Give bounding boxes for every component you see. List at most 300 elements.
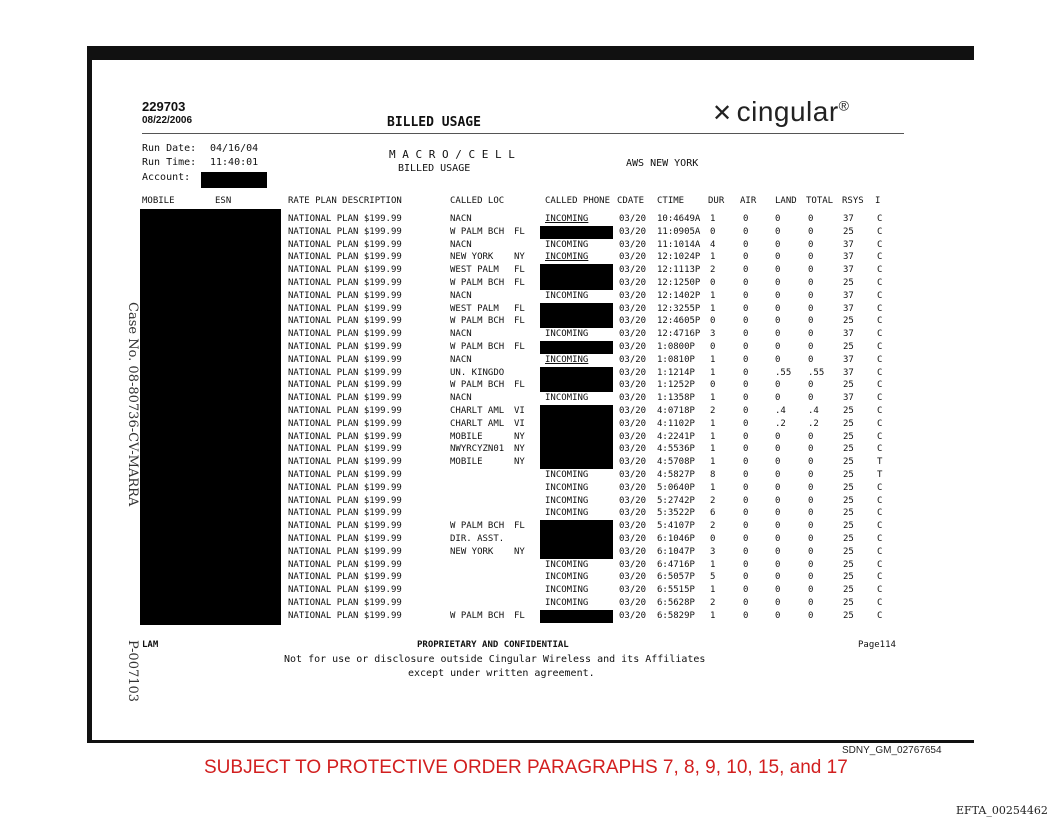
cdate-cell: 03/20	[619, 329, 647, 340]
called-loc-cell: DIR. ASST.	[450, 534, 505, 544]
called-phone-cell: INCOMING	[545, 585, 589, 596]
cdate-cell: 03/20	[619, 367, 647, 378]
called-loc-cell: NACN	[450, 329, 472, 340]
called-loc-cell: W PALM BCH	[450, 342, 505, 352]
air-cell: 0	[743, 598, 749, 608]
cdate-cell: 03/20	[619, 559, 647, 570]
rate-plan-cell: NATIONAL PLAN $199.99	[288, 559, 402, 570]
called-loc-cell: CHARLT AML	[450, 406, 505, 416]
ctime-cell: 6:5515P	[657, 585, 695, 596]
rsys-cell: 25	[843, 470, 854, 480]
rate-plan-cell: NATIONAL PLAN $199.99	[288, 444, 402, 455]
footer-page-number: Page114	[858, 640, 896, 650]
cdate-cell: 03/20	[619, 393, 647, 404]
table-row	[0, 444, 1061, 456]
called-loc-cell: WEST PALM	[450, 303, 499, 314]
cdate-cell: 03/20	[619, 316, 647, 327]
table-row	[0, 278, 1061, 290]
i-cell: C	[877, 406, 883, 416]
account-redaction	[201, 172, 267, 188]
air-cell: 0	[743, 431, 749, 442]
dur-cell: 1	[710, 252, 716, 263]
rate-plan-cell: NATIONAL PLAN $199.99	[288, 278, 402, 288]
rate-plan-cell: NATIONAL PLAN $199.99	[288, 367, 402, 378]
air-cell: 0	[743, 226, 749, 237]
dur-cell: 1	[710, 303, 716, 314]
air-cell: 0	[743, 265, 749, 276]
air-cell: 0	[743, 290, 749, 301]
called-state-cell: NY	[514, 444, 525, 455]
called-loc-cell: NACN	[450, 239, 472, 250]
ctime-cell: 12:1024P	[657, 252, 701, 263]
land-cell: 0	[775, 278, 781, 288]
rsys-cell: 25	[843, 572, 854, 583]
footer-disclosure-line: Not for use or disclosure outside Cingular Wireless and its Affiliates	[284, 654, 706, 665]
called-phone-redaction	[540, 405, 613, 418]
called-state-cell: FL	[514, 380, 525, 391]
called-loc-cell: NACN	[450, 290, 472, 301]
total-cell: 0	[808, 610, 814, 621]
i-cell: T	[877, 470, 883, 480]
rate-plan-cell: NATIONAL PLAN $199.99	[288, 585, 402, 596]
i-cell: C	[877, 521, 883, 532]
air-cell: 0	[743, 610, 749, 621]
total-cell: 0	[808, 546, 814, 557]
table-row	[0, 419, 1061, 431]
table-row	[0, 291, 1061, 303]
called-phone-redaction	[540, 546, 613, 559]
called-phone-cell: INCOMING	[545, 214, 589, 224]
table-row	[0, 214, 1061, 226]
cdate-cell: 03/20	[619, 239, 647, 250]
rate-plan-cell: NATIONAL PLAN $199.99	[288, 495, 402, 506]
cdate-cell: 03/20	[619, 303, 647, 314]
called-state-cell: FL	[514, 303, 525, 314]
called-state-cell: FL	[514, 226, 525, 237]
land-cell: 0	[775, 393, 781, 404]
dur-cell: 1	[710, 457, 716, 468]
rate-plan-cell: NATIONAL PLAN $199.99	[288, 354, 402, 365]
dur-cell: 1	[710, 431, 716, 442]
rsys-cell: 25	[843, 418, 854, 429]
cdate-cell: 03/20	[619, 290, 647, 301]
land-cell: 0	[775, 303, 781, 314]
scan-top-border	[87, 46, 974, 60]
called-phone-redaction	[540, 379, 613, 392]
rsys-cell: 37	[843, 354, 854, 365]
document-date: 08/22/2006	[142, 115, 193, 126]
dur-cell: 2	[710, 521, 716, 532]
land-cell: 0	[775, 380, 781, 391]
called-state-cell: FL	[514, 342, 525, 352]
total-cell: 0	[808, 316, 814, 327]
dur-cell: 5	[710, 572, 716, 583]
table-row	[0, 611, 1061, 623]
total-cell: 0	[808, 572, 814, 583]
rate-plan-cell: NATIONAL PLAN $199.99	[288, 316, 402, 327]
called-phone-cell: INCOMING	[545, 470, 589, 480]
rate-plan-cell: NATIONAL PLAN $199.99	[288, 546, 402, 557]
air-cell: 0	[743, 521, 749, 532]
rsys-cell: 25	[843, 610, 854, 621]
i-cell: C	[877, 610, 883, 621]
land-cell: .55	[775, 367, 792, 378]
i-cell: C	[877, 559, 883, 570]
called-state-cell: VI	[514, 406, 525, 416]
dur-cell: 2	[710, 598, 716, 608]
rate-plan-cell: NATIONAL PLAN $199.99	[288, 214, 402, 224]
cdate-cell: 03/20	[619, 444, 647, 455]
land-cell: 0	[775, 546, 781, 557]
dur-cell: 4	[710, 239, 716, 250]
ctime-cell: 5:2742P	[657, 495, 695, 506]
table-row	[0, 342, 1061, 354]
total-cell: 0	[808, 534, 814, 544]
ctime-cell: 4:5827P	[657, 470, 695, 480]
dur-cell: 6	[710, 508, 716, 519]
rsys-cell: 25	[843, 559, 854, 570]
case-number-side-label: Case No. 08-80736-CV-MARRA	[125, 302, 140, 507]
rsys-cell: 37	[843, 239, 854, 250]
ctime-cell: 1:0800P	[657, 342, 695, 352]
cdate-cell: 03/20	[619, 342, 647, 352]
land-cell: 0	[775, 521, 781, 532]
land-cell: 0	[775, 482, 781, 493]
called-phone-cell: INCOMING	[545, 354, 589, 365]
total-cell: 0	[808, 278, 814, 288]
table-row	[0, 572, 1061, 584]
i-cell: C	[877, 278, 883, 288]
table-row	[0, 598, 1061, 610]
air-cell: 0	[743, 418, 749, 429]
rate-plan-cell: NATIONAL PLAN $199.99	[288, 598, 402, 608]
land-cell: 0	[775, 610, 781, 621]
ctime-cell: 1:1358P	[657, 393, 695, 404]
i-cell: T	[877, 457, 883, 468]
called-loc-cell: W PALM BCH	[450, 380, 505, 391]
air-cell: 0	[743, 214, 749, 224]
called-phone-redaction	[540, 418, 613, 431]
rate-plan-cell: NATIONAL PLAN $199.99	[288, 482, 402, 493]
called-state-cell: NY	[514, 431, 525, 442]
air-cell: 0	[743, 572, 749, 583]
cdate-cell: 03/20	[619, 534, 647, 544]
page-title: BILLED USAGE	[387, 115, 481, 130]
run-time-value: 11:40:01	[210, 157, 259, 168]
called-phone-redaction	[540, 303, 613, 316]
account-label: Account:	[142, 172, 191, 183]
dur-cell: 0	[710, 342, 716, 352]
called-state-cell: FL	[514, 610, 525, 621]
table-row	[0, 227, 1061, 239]
cdate-cell: 03/20	[619, 226, 647, 237]
ctime-cell: 6:5829P	[657, 610, 695, 621]
dur-cell: 0	[710, 534, 716, 544]
cdate-cell: 03/20	[619, 482, 647, 493]
called-loc-cell: MOBILE	[450, 431, 483, 442]
col-ctime: CTIME	[657, 196, 685, 206]
table-row	[0, 393, 1061, 405]
i-cell: C	[877, 585, 883, 596]
called-loc-cell: NACN	[450, 354, 472, 365]
land-cell: 0	[775, 431, 781, 442]
called-loc-cell: W PALM BCH	[450, 316, 505, 327]
col-i: I	[875, 196, 881, 206]
total-cell: 0	[808, 329, 814, 340]
called-loc-cell: W PALM BCH	[450, 521, 505, 532]
cdate-cell: 03/20	[619, 546, 647, 557]
i-cell: C	[877, 380, 883, 391]
table-row	[0, 380, 1061, 392]
dur-cell: 3	[710, 329, 716, 340]
table-row	[0, 508, 1061, 520]
total-cell: 0	[808, 214, 814, 224]
land-cell: 0	[775, 226, 781, 237]
rsys-cell: 37	[843, 214, 854, 224]
called-loc-cell: NEW YORK	[450, 252, 494, 263]
cdate-cell: 03/20	[619, 380, 647, 391]
rate-plan-cell: NATIONAL PLAN $199.99	[288, 303, 402, 314]
called-loc-cell: W PALM BCH	[450, 278, 505, 288]
table-row	[0, 316, 1061, 328]
called-state-cell: NY	[514, 252, 525, 263]
scan-bottom-border	[87, 740, 974, 743]
i-cell: C	[877, 239, 883, 250]
air-cell: 0	[743, 380, 749, 391]
total-cell: 0	[808, 380, 814, 391]
ctime-cell: 5:4107P	[657, 521, 695, 532]
air-cell: 0	[743, 252, 749, 263]
called-phone-redaction	[540, 367, 613, 380]
i-cell: C	[877, 431, 883, 442]
total-cell: 0	[808, 559, 814, 570]
i-cell: C	[877, 482, 883, 493]
called-phone-cell: INCOMING	[545, 329, 589, 340]
cdate-cell: 03/20	[619, 406, 647, 416]
called-phone-cell: INCOMING	[545, 559, 589, 570]
table-row	[0, 534, 1061, 546]
i-cell: C	[877, 316, 883, 327]
called-phone-redaction	[540, 533, 613, 546]
called-loc-cell: WEST PALM	[450, 265, 499, 276]
ctime-cell: 4:5536P	[657, 444, 695, 455]
ctime-cell: 1:1252P	[657, 380, 695, 391]
rsys-cell: 25	[843, 380, 854, 391]
rate-plan-cell: NATIONAL PLAN $199.99	[288, 470, 402, 480]
cdate-cell: 03/20	[619, 354, 647, 365]
called-phone-redaction	[540, 610, 613, 623]
ctime-cell: 1:1214P	[657, 367, 695, 378]
cdate-cell: 03/20	[619, 252, 647, 263]
dur-cell: 1	[710, 585, 716, 596]
air-cell: 0	[743, 470, 749, 480]
rsys-cell: 25	[843, 585, 854, 596]
ctime-cell: 6:1046P	[657, 534, 695, 544]
called-phone-redaction	[540, 226, 613, 239]
cdate-cell: 03/20	[619, 598, 647, 608]
called-loc-cell: NWYRCYZN01	[450, 444, 505, 455]
col-rate-plan: RATE PLAN DESCRIPTION	[288, 196, 402, 206]
region-label: AWS NEW YORK	[626, 158, 699, 169]
cdate-cell: 03/20	[619, 470, 647, 480]
land-cell: 0	[775, 470, 781, 480]
table-row	[0, 521, 1061, 533]
run-date-value: 04/16/04	[210, 143, 259, 154]
air-cell: 0	[743, 457, 749, 468]
rsys-cell: 37	[843, 265, 854, 276]
ctime-cell: 12:1402P	[657, 290, 701, 301]
col-cdate: CDATE	[617, 196, 645, 206]
table-row	[0, 368, 1061, 380]
air-cell: 0	[743, 508, 749, 519]
rate-plan-cell: NATIONAL PLAN $199.99	[288, 431, 402, 442]
dur-cell: 1	[710, 444, 716, 455]
table-row	[0, 496, 1061, 508]
land-cell: 0	[775, 457, 781, 468]
i-cell: C	[877, 303, 883, 314]
dur-cell: 2	[710, 265, 716, 276]
ctime-cell: 12:1250P	[657, 278, 701, 288]
air-cell: 0	[743, 239, 749, 250]
cingular-x-icon: ✕	[712, 100, 733, 127]
i-cell: C	[877, 393, 883, 404]
i-cell: C	[877, 572, 883, 583]
total-cell: 0	[808, 444, 814, 455]
rate-plan-cell: NATIONAL PLAN $199.99	[288, 290, 402, 301]
called-state-cell: FL	[514, 316, 525, 327]
cdate-cell: 03/20	[619, 418, 647, 429]
total-cell: 0	[808, 239, 814, 250]
air-cell: 0	[743, 406, 749, 416]
col-total: TOTAL	[806, 196, 834, 206]
run-time-label: Run Time:	[142, 157, 197, 168]
rate-plan-cell: NATIONAL PLAN $199.99	[288, 329, 402, 340]
col-esn: ESN	[215, 196, 232, 206]
called-phone-cell: INCOMING	[545, 393, 589, 404]
rsys-cell: 25	[843, 508, 854, 519]
col-air: AIR	[740, 196, 757, 206]
land-cell: 0	[775, 572, 781, 583]
land-cell: 0	[775, 316, 781, 327]
land-cell: 0	[775, 598, 781, 608]
called-phone-cell: INCOMING	[545, 598, 589, 608]
air-cell: 0	[743, 278, 749, 288]
dur-cell: 1	[710, 610, 716, 621]
ctime-cell: 6:4716P	[657, 559, 695, 570]
rsys-cell: 25	[843, 534, 854, 544]
rsys-cell: 25	[843, 226, 854, 237]
called-phone-redaction	[540, 456, 613, 469]
dur-cell: 1	[710, 418, 716, 429]
land-cell: 0	[775, 444, 781, 455]
dur-cell: 0	[710, 316, 716, 327]
ctime-cell: 6:5057P	[657, 572, 695, 583]
i-cell: C	[877, 367, 883, 378]
called-phone-redaction	[540, 315, 613, 328]
land-cell: 0	[775, 585, 781, 596]
cdate-cell: 03/20	[619, 457, 647, 468]
called-state-cell: NY	[514, 457, 525, 468]
land-cell: 0	[775, 252, 781, 263]
land-cell: 0	[775, 265, 781, 276]
dur-cell: 1	[710, 482, 716, 493]
table-row	[0, 457, 1061, 469]
total-cell: 0	[808, 457, 814, 468]
called-loc-cell: NACN	[450, 393, 472, 404]
called-phone-redaction	[540, 277, 613, 290]
i-cell: C	[877, 598, 883, 608]
called-loc-cell: W PALM BCH	[450, 226, 505, 237]
total-cell: 0	[808, 393, 814, 404]
rsys-cell: 25	[843, 406, 854, 416]
total-cell: 0	[808, 226, 814, 237]
dur-cell: 2	[710, 406, 716, 416]
total-cell: 0	[808, 354, 814, 365]
ctime-cell: 5:0640P	[657, 482, 695, 493]
called-state-cell: VI	[514, 418, 525, 429]
land-cell: 0	[775, 534, 781, 544]
table-row	[0, 470, 1061, 482]
rate-plan-cell: NATIONAL PLAN $199.99	[288, 252, 402, 263]
total-cell: .4	[808, 406, 819, 416]
called-state-cell: FL	[514, 278, 525, 288]
table-row	[0, 585, 1061, 597]
table-row	[0, 304, 1061, 316]
cdate-cell: 03/20	[619, 495, 647, 506]
cingular-logo-text: cingular	[736, 96, 839, 127]
protective-order-notice: SUBJECT TO PROTECTIVE ORDER PARAGRAPHS 7, 8, 9, 10, 15, and 17	[204, 757, 848, 778]
run-date-label: Run Date:	[142, 143, 197, 154]
rate-plan-cell: NATIONAL PLAN $199.99	[288, 457, 402, 468]
cdate-cell: 03/20	[619, 278, 647, 288]
air-cell: 0	[743, 546, 749, 557]
table-row	[0, 240, 1061, 252]
i-cell: C	[877, 329, 883, 340]
col-called-loc: CALLED LOC	[450, 196, 505, 206]
rate-plan-cell: NATIONAL PLAN $199.99	[288, 393, 402, 404]
i-cell: C	[877, 546, 883, 557]
rate-plan-cell: NATIONAL PLAN $199.99	[288, 418, 402, 429]
land-cell: .4	[775, 406, 786, 416]
total-cell: 0	[808, 265, 814, 276]
rate-plan-cell: NATIONAL PLAN $199.99	[288, 342, 402, 352]
rate-plan-cell: NATIONAL PLAN $199.99	[288, 380, 402, 391]
total-cell: 0	[808, 585, 814, 596]
table-row	[0, 483, 1061, 495]
total-cell: 0	[808, 495, 814, 506]
i-cell: C	[877, 252, 883, 263]
air-cell: 0	[743, 482, 749, 493]
rate-plan-cell: NATIONAL PLAN $199.99	[288, 610, 402, 621]
report-subtitle: BILLED USAGE	[398, 163, 471, 174]
called-loc-cell: W PALM BCH	[450, 610, 505, 621]
called-phone-cell: INCOMING	[545, 239, 589, 250]
col-land: LAND	[775, 196, 797, 206]
i-cell: C	[877, 444, 883, 455]
col-rsys: RSYS	[842, 196, 864, 206]
dur-cell: 0	[710, 226, 716, 237]
i-cell: C	[877, 265, 883, 276]
table-row	[0, 547, 1061, 559]
land-cell: .2	[775, 418, 786, 429]
land-cell: 0	[775, 214, 781, 224]
rsys-cell: 37	[843, 367, 854, 378]
called-phone-redaction	[540, 341, 613, 354]
air-cell: 0	[743, 367, 749, 378]
air-cell: 0	[743, 444, 749, 455]
ctime-cell: 5:3522P	[657, 508, 695, 519]
cdate-cell: 03/20	[619, 610, 647, 621]
